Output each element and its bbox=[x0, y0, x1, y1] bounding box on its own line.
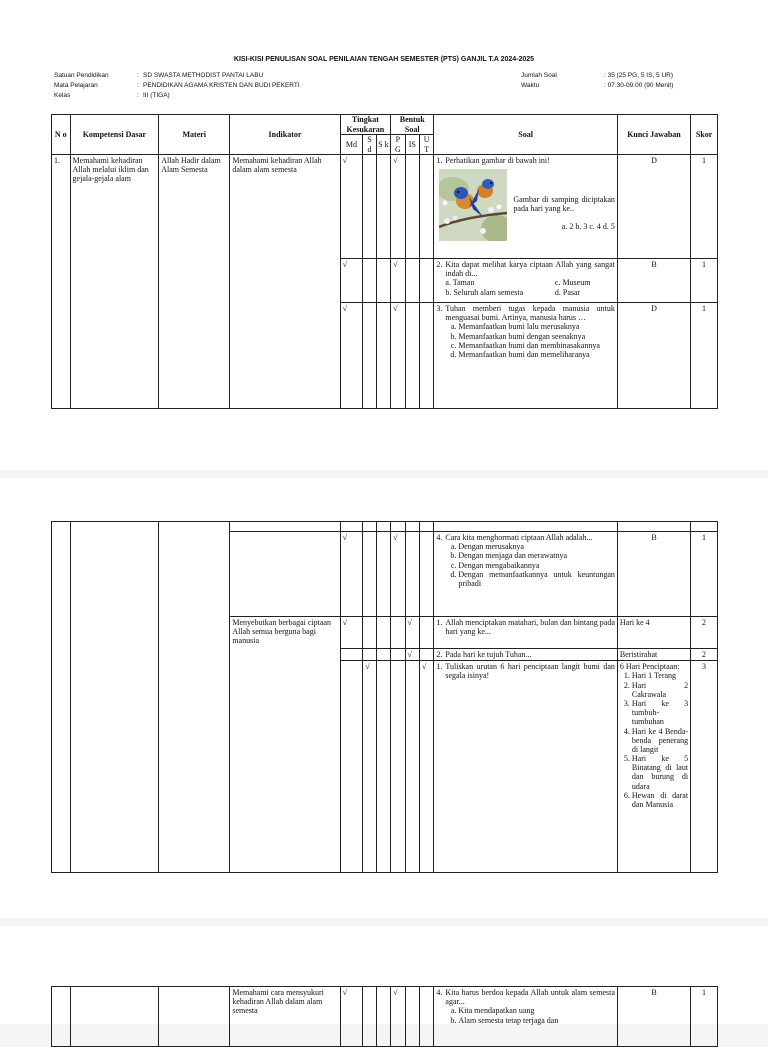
answer-key: B bbox=[617, 532, 690, 617]
value-jumlah-soal: : 35 (25 PG, 5 IS, 5 UR) bbox=[604, 72, 673, 79]
question-text: Tuliskan urutan 6 hari penciptaan langit bumi dan segala isinya! bbox=[445, 662, 615, 681]
soal-cell bbox=[434, 617, 618, 649]
col-is: IS bbox=[405, 135, 419, 155]
col-kompetensi-dasar: Kompetensi Dasar bbox=[70, 115, 159, 155]
list-item: 6. Hewan di darat dan Manusia bbox=[632, 791, 688, 809]
soal-cell bbox=[434, 649, 618, 661]
question-text: Kita harus berdoa kepada Allah untuk alam semesta agar... bbox=[445, 988, 615, 1007]
col-pg: P G bbox=[391, 135, 405, 155]
answer-key: D bbox=[617, 303, 690, 409]
list-item: 5. Hari ke 5 Binatang di laut dan burung di udara bbox=[632, 754, 688, 791]
question-text: Tuhan memberi tugas kepada manusia untuk menguasai bumi. Artinya, manusia harus … bbox=[445, 304, 615, 323]
col-md: Md bbox=[340, 135, 363, 155]
option-d: d. Dengan memanfaatkannya untuk keuntungan pribadi bbox=[458, 570, 615, 588]
col-tingkat-kesukaran: Tingkat Kesukaran bbox=[340, 115, 391, 135]
answer-key: D bbox=[617, 155, 690, 259]
document-page-1 bbox=[0, 0, 768, 470]
document-page-3 bbox=[0, 926, 768, 1024]
col-kunci-jawaban: Kunci Jawaban bbox=[617, 115, 690, 155]
question-text: Perhatikan gambar di bawah ini! bbox=[445, 156, 550, 165]
answer-key: Beristirahat bbox=[617, 649, 690, 661]
check-is: √ bbox=[405, 649, 419, 661]
question-number: 3. bbox=[436, 304, 443, 313]
option-b: b. Memanfaatkan bumi dengan seenaknya bbox=[458, 332, 615, 341]
check-sd: √ bbox=[363, 661, 376, 873]
check-md: √ bbox=[340, 617, 363, 649]
check-pg: √ bbox=[391, 303, 405, 409]
option-a: a. Dengan merusaknya bbox=[458, 542, 615, 551]
check-pg: √ bbox=[391, 259, 405, 303]
col-sd: S d bbox=[363, 135, 376, 155]
option-a: a. Memanfaatkan bumi lalu merusaknya bbox=[458, 322, 615, 331]
check-pg: √ bbox=[391, 532, 405, 617]
col-indikator: Indikator bbox=[230, 115, 340, 155]
question-number: 1. bbox=[436, 156, 443, 165]
option-b: b. Seluruh alam semesta bbox=[445, 287, 524, 297]
option-d: d. Pasar bbox=[554, 287, 581, 297]
question-side-text: Gambar di samping diciptakan pada hari yang ke.. bbox=[513, 195, 615, 214]
list-item: 3. Hari ke 3 tumbuh-tumbuhan bbox=[632, 699, 688, 727]
kisi-kisi-table-1 bbox=[51, 114, 718, 409]
question-text: Kita dapat melihat karya ciptaan Allah yang sangat indah di... bbox=[445, 260, 615, 279]
col-skor: Skor bbox=[691, 115, 718, 155]
materi-cell: Allah Hadir dalam Alam Semesta bbox=[159, 155, 230, 409]
kisi-kisi-table-2 bbox=[51, 521, 718, 873]
label-jumlah-soal: Jumlah Soal bbox=[521, 72, 557, 79]
value-satuan: SD SWASTA METHODIST PANTAI LABU bbox=[143, 72, 264, 79]
check-md: √ bbox=[340, 259, 363, 303]
option-b: b. Alam semesta tetap terjaga dan bbox=[458, 1016, 615, 1025]
check-pg: √ bbox=[391, 987, 405, 1047]
table-row bbox=[52, 155, 718, 259]
check-ut: √ bbox=[419, 661, 433, 873]
option-c: c. Museum bbox=[554, 278, 591, 288]
score: 2 bbox=[691, 617, 718, 649]
label-kelas: Kelas bbox=[54, 92, 71, 99]
answer-key-title: 6 Hari Penciptaan: bbox=[619, 662, 680, 672]
col-no: N o bbox=[52, 115, 71, 155]
option-d: d. Memanfaatkan bumi dan memeliharanya bbox=[458, 350, 615, 359]
score: 1 bbox=[691, 303, 718, 409]
answer-key-list bbox=[620, 671, 688, 809]
question-number: 2. bbox=[436, 260, 443, 269]
question-number: 2. bbox=[436, 650, 443, 659]
kompetensi-dasar-cell: Memahami kehadiran Allah melalui iklim dan gejala-gejala alam bbox=[70, 155, 159, 409]
list-item: 2. Hari 2 Cakrawala bbox=[632, 681, 688, 699]
soal-cell bbox=[434, 155, 618, 259]
answer-options bbox=[436, 542, 615, 588]
answer-options bbox=[436, 1006, 615, 1024]
question-text: Cara kita menghormati ciptaan Allah adalah... bbox=[445, 533, 593, 542]
col-materi: Materi bbox=[159, 115, 230, 155]
score: 1 bbox=[691, 532, 718, 617]
value-waktu: : 07.30-09.00 (90 Menit) bbox=[604, 82, 674, 89]
document-title: KISI-KISI PENULISAN SOAL PENILAIAN TENGAH SEMESTER (PTS) GANJIL T.A 2024-2025 bbox=[233, 56, 535, 63]
answer-key: B bbox=[617, 259, 690, 303]
option-a: a. Taman bbox=[445, 278, 475, 288]
school-info: Satuan Pendidikan : SD SWASTA METHODIST PANTAI LABU Mata Pelajaran : PENDIDIKAN AGAMA KRISTEN DAN BUDI PEKERTI Kelas : III (TIGA) bbox=[54, 72, 300, 99]
value-mapel: PENDIDIKAN AGAMA KRISTEN DAN BUDI PEKERTI bbox=[143, 82, 300, 89]
list-item: 4. Hari ke 4 Benda-benda penerang di langit bbox=[632, 727, 688, 755]
check-is: √ bbox=[405, 617, 419, 649]
list-item: 1. Hari 1 Terang bbox=[632, 671, 688, 680]
score: 2 bbox=[691, 649, 718, 661]
score: 1 bbox=[691, 259, 718, 303]
col-ut: U T bbox=[419, 135, 433, 155]
score: 1 bbox=[691, 987, 718, 1047]
check-pg: √ bbox=[391, 155, 405, 259]
label-satuan: Satuan Pendidikan bbox=[54, 72, 109, 79]
check-md: √ bbox=[340, 155, 363, 259]
soal-cell bbox=[434, 259, 618, 303]
table-row bbox=[52, 522, 718, 532]
indikator-cell: Memahami cara mensyukuri kehadiran Allah dalam alam semesta bbox=[230, 987, 340, 1047]
check-md: √ bbox=[340, 532, 363, 617]
option-b: b. Dengan menjaga dan merawatnya bbox=[458, 551, 615, 560]
col-bentuk-soal: Bentuk Soal bbox=[391, 115, 434, 135]
row-number: 1. bbox=[52, 155, 71, 409]
document-page-2 bbox=[0, 478, 768, 918]
answer-key-cell bbox=[617, 661, 690, 873]
question-number: 1. bbox=[436, 662, 443, 672]
option-c: c. Dengan mengabaikannya bbox=[458, 561, 615, 570]
soal-cell bbox=[434, 303, 618, 409]
answer-key: B bbox=[617, 987, 690, 1047]
option-a: a. Kita mendapatkan uang bbox=[458, 1006, 615, 1015]
question-text: Allah menciptakan matahari, bulan dan bintang pada hari yang ke... bbox=[445, 618, 615, 637]
question-text: Pada hari ke tujuh Tuhan... bbox=[445, 650, 532, 659]
question-options: a. 2 b. 3 c. 4 d. 5 bbox=[561, 221, 615, 231]
indikator-cell: Menyebutkan berbagai ciptaan Allah semua berguna bagi manusia bbox=[230, 617, 340, 873]
value-kelas: III (TIGA) bbox=[143, 92, 170, 99]
soal-cell bbox=[434, 987, 618, 1047]
score: 1 bbox=[691, 155, 718, 259]
col-sk: S k bbox=[376, 135, 390, 155]
label-waktu: Waktu bbox=[521, 82, 540, 89]
soal-cell bbox=[434, 532, 618, 617]
kisi-kisi-table-3 bbox=[51, 986, 718, 1047]
check-md: √ bbox=[340, 987, 363, 1047]
exam-info bbox=[521, 71, 673, 91]
question-number: 1. bbox=[436, 618, 443, 627]
indikator-cell: Memahami kehadiran Allah dalam alam semesta bbox=[230, 155, 340, 409]
soal-cell bbox=[434, 661, 618, 873]
table-row bbox=[52, 987, 718, 1047]
col-soal: Soal bbox=[434, 115, 618, 155]
option-c: c. Memanfaatkan bumi dan membinasakannya bbox=[458, 341, 615, 350]
score: 3 bbox=[691, 661, 718, 873]
bluebirds-image bbox=[439, 169, 507, 241]
label-mapel: Mata Pelajaran bbox=[54, 82, 98, 89]
answer-key: Hari ke 4 bbox=[617, 617, 690, 649]
answer-options bbox=[436, 322, 615, 359]
question-number: 4. bbox=[436, 533, 443, 542]
question-number: 4. bbox=[436, 988, 443, 997]
check-md: √ bbox=[340, 303, 363, 409]
